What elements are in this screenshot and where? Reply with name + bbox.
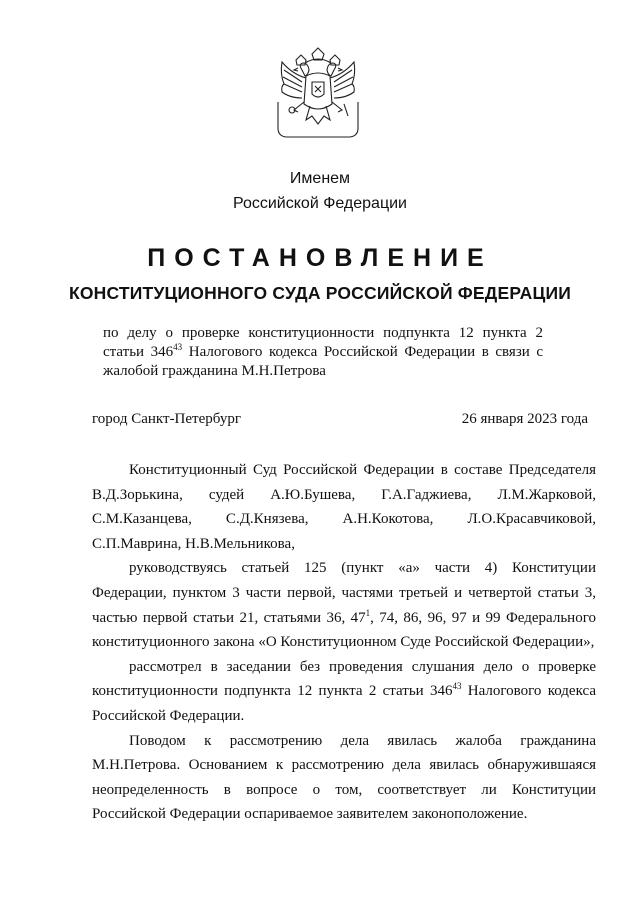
p4-line-2: М.Н.Петрова. Основанием к рассмотрению дела явилась обнаружившаяся: [92, 757, 596, 774]
p3-line-1: рассмотрел в заседании без проведения слушания дело о проверке: [129, 658, 596, 675]
p2-line-3-sup: 1: [365, 607, 371, 618]
p3-line-2-sup: 43: [452, 681, 462, 692]
p2-line-3-text-b: , 74, 86, 96, 97 и 99 Федерального: [370, 609, 596, 626]
document-body: [92, 458, 596, 827]
p1-line-2: В.Д.Зорькина, судей А.Ю.Бушева, Г.А.Гаджиева, Л.М.Жарковой,: [92, 486, 596, 503]
p3-line-2-text: конституционности подпункта 12 пункта 2 статьи 346: [92, 683, 453, 700]
case-line-2-sup: 43: [173, 342, 183, 352]
case-line-3: жалобой гражданина М.Н.Петрова: [103, 363, 326, 379]
case-description: [103, 324, 543, 381]
case-line-2-text: статьи 346: [103, 344, 174, 360]
p3-line-3: Российской Федерации.: [92, 707, 245, 724]
date: 26 января 2023 года: [461, 411, 588, 427]
named-line-1: Именем: [289, 170, 351, 187]
p4-line-1: Поводом к рассмотрению дела явилась жалоба гражданина: [129, 732, 596, 749]
p3-line-2: [92, 679, 596, 704]
p2-line-1: руководствуясь статьей 125 (пункт «а» части 4) Конституции: [129, 560, 596, 577]
document-title: ПОСТАНОВЛЕНИЕ: [147, 244, 493, 272]
p3-line-2-text-b: Налогового кодекса: [461, 683, 596, 700]
p2-line-3: [92, 606, 596, 631]
p2-line-2: Федерации, пунктом 3 части первой, частями третьей и четвертой статьи 3,: [92, 584, 596, 601]
p1-line-4: С.П.Маврина, Н.В.Мельникова,: [92, 535, 295, 552]
coat-of-arms-emblem: [272, 44, 364, 142]
p4-line-3: неопределенность в вопросе о том, соответствует ли Конституции: [92, 781, 596, 798]
case-line-2-text-b: Налогового кодекса Российской Федерации в связи с: [182, 344, 544, 360]
p2-line-3-text: частью первой статьи 21, статьями 36, 47: [92, 609, 366, 626]
city: город Санкт-Петербург: [92, 411, 241, 427]
p1-line-3: С.М.Казанцева, С.Д.Князева, А.Н.Кокотова, Л.О.Красавчиковой,: [92, 511, 596, 528]
case-line-2: [103, 343, 543, 362]
case-line-1: по делу о проверке конституционности подпункта 12 пункта 2: [103, 325, 543, 341]
document-subtitle: КОНСТИТУЦИОННОГО СУДА РОССИЙСКОЙ ФЕДЕРАЦИИ: [68, 283, 572, 303]
p4-line-4: Российской Федерации оспариваемое заявителем законоположение.: [92, 806, 528, 823]
p1-line-1: Конституционный Суд Российской Федерации в составе Председателя: [129, 462, 596, 478]
named-line-2: Российской Федерации: [233, 195, 407, 212]
p2-line-4: конституционного закона «О Конституционном Суде Российской Федерации»,: [92, 634, 595, 651]
